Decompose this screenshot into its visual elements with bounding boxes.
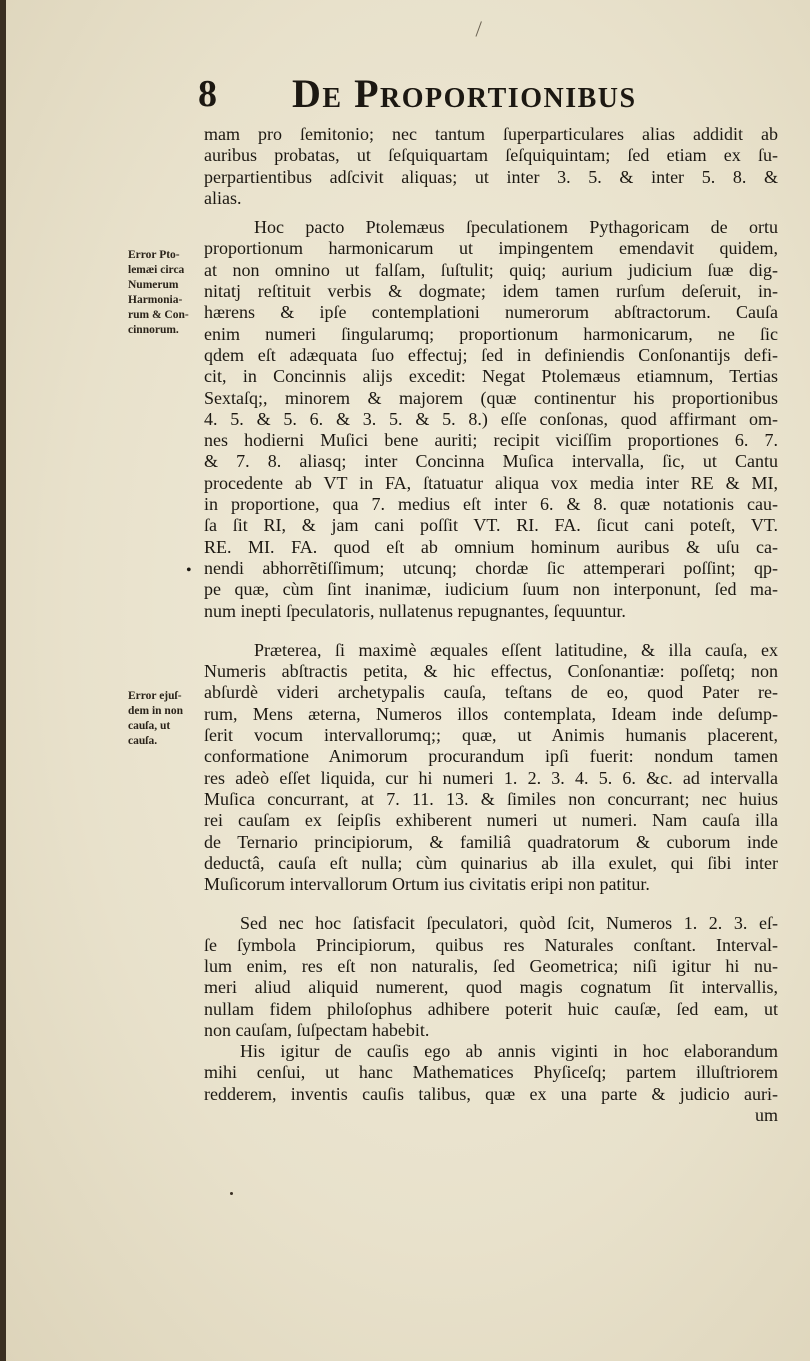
text-line: alias. (204, 187, 242, 208)
text-line: rum, Mens æterna, Numeros illos contemplata, Ideam inde deſump- (204, 703, 778, 724)
paragraph (204, 913, 778, 1041)
text-line: meri aliud aliquid numerent, quod magis cognatum ſit intervallis, (204, 977, 778, 998)
text-line: mam pro ſemitonio; nec tantum ſuperparticulares alias addidit ab (204, 124, 778, 144)
text-line: mihi cenſui, ut hanc Mathematices Phyſiceſq; partem illuſtriorem (204, 1062, 778, 1083)
margin-note-line: Harmonia- (128, 294, 183, 306)
paragraph-gap (204, 895, 778, 913)
text-line: perpartientibus adſcivit aliquas; ut inter 3. 5. & inter 5. 8. & (204, 166, 778, 187)
margin-note-line: lemæi circa (128, 264, 185, 276)
text-line: nitatj reſtituit verbis & dogmate; idem tamen rurſum deſeruit, in- (204, 281, 778, 302)
margin-bullet-icon: • (186, 562, 192, 579)
text-line: ſerit vocum intervallorumq;; quæ, ut Animis humanis placerent, (204, 725, 778, 746)
text-line: deductâ, cauſa eſt nulla; cùm quinarius ab illa exulet, qui ſibi inter (204, 852, 778, 873)
text-line: & 7. 8. aliasq; inter Concinna Muſica intervalla, ſic, ut Cantu (204, 451, 778, 472)
text-line: in proportione, qua 7. medius eſt inter 6. & 8. quæ notationis cau- (204, 494, 778, 515)
text-line: Præterea, ſi maximè æquales eſſent latitudine, & illa cauſa, ex (254, 639, 778, 660)
text-line: de Ternario principiorum, & familiâ quadratorum & cuborum inde (204, 831, 778, 852)
text-line: pe quæ, cùm ſint inanimæ, iudicium ſuum non interponunt, ſed ma- (204, 579, 778, 600)
ink-spot (230, 1192, 233, 1195)
text-line: abſurdè videri archetypalis cauſa, teſtans de eo, quod Pater re- (204, 682, 778, 703)
margin-note-line: rum & Con- (128, 309, 189, 321)
text-line: nullam fidem philoſophus adhibere poterit huic cauſæ, ſed eam, ut (204, 998, 778, 1019)
text-line: procedente ab VT in FA, ſtatuatur aliqua vox media inter RE & MI, (204, 472, 778, 493)
page-gutter (0, 0, 6, 1361)
text-line: cit, in Concinnis alijs excedit: Negat Ptolemæus etiamnum, Tertias (204, 366, 778, 387)
page-number: 8 (198, 73, 218, 115)
margin-note-line: cauſa, ut (128, 720, 171, 732)
text-line: qdem eſt adæquata ſuo effectuj; ſed in definiendis Conſonantijs defi- (204, 344, 778, 365)
text-line: rei cauſam ex ſeipſis exhiberent numeri ut numeri. Nam cauſa illa (204, 810, 778, 831)
paragraph (204, 217, 778, 622)
paragraph (204, 1041, 778, 1126)
paragraph-gap (204, 209, 778, 217)
margin-note-line: Error ejuſ- (128, 690, 182, 702)
text-line: auribus probatas, ut ſeſquiquartam ſeſquiquintam; ſed etiam ex ſu- (204, 145, 778, 166)
text-line: lum enim, res eſt non naturalis, ſed Geometrica; niſi igitur hi nu- (204, 955, 778, 976)
text-line: conformatione Animorum procurandum ipſi fuerit: nondum tamen (204, 746, 778, 767)
text-line: Sed nec hoc ſatisfacit ſpeculatori, quòd ſcit, Numeros 1. 2. 3. eſ- (240, 913, 778, 934)
text-line: His igitur de cauſis ego ab annis viginti in hoc elaborandum (240, 1041, 778, 1062)
margin-note-cause-error (128, 689, 204, 749)
paragraph (204, 640, 778, 896)
text-line: 4. 5. & 5. 6. & 3. 5. & 5. 8.) eſſe conſonas, quod affirmant om- (204, 408, 778, 429)
text-line: enim numeri ſingularumq; proportionum harmonicarum, ne ſic (204, 323, 778, 344)
text-line: nendi abhorrẽtiſſimum; utcunq; chordæ ſic attemperari poſſint; qp- (204, 557, 778, 578)
margin-note-line: Numerum (128, 279, 179, 291)
text-line: Sextaſq;, minorem & majorem (quæ continentur his proportionibus (204, 387, 778, 408)
running-title: De Proportionibus (292, 71, 637, 116)
text-line: Muſica concurrant, at 7. 11. 13. & ſimiles non concurrant; nec huius (204, 788, 778, 809)
text-line: nes hodierni Muſici bene auriti; recipit viciſſim proportiones 6. 7. (204, 430, 778, 451)
text-line: Hoc pacto Ptolemæus ſpeculationem Pythagoricam de ortu (254, 217, 778, 238)
text-line: res adeò eſſet liquida, cur hi numeri 1. 2. 3. 4. 5. 6. &c. ad intervalla (204, 767, 778, 788)
text-line: ſe ſymbola Principiorum, quibus res Naturales conſtant. Interval- (204, 934, 778, 955)
margin-note-line: cinnorum. (128, 324, 179, 336)
catchword: um (754, 1105, 778, 1126)
margin-note-ptolemy-error (128, 248, 204, 338)
text-line: non cauſam, ſuſpectam habebit. (204, 1019, 430, 1040)
text-line: Muſicorum intervallorum Ortum ius civitatis eripi non patitur. (204, 874, 650, 895)
body-text (204, 124, 778, 1126)
text-line: proportionum harmonicarum ut impingentem emendavit quidem, (204, 238, 778, 259)
paragraph (204, 124, 778, 209)
margin-note-line: dem in non (128, 705, 183, 717)
paragraph-gap (204, 622, 778, 640)
text-line: num inepti ſpeculatoris, nullatenus repugnantes, ſequuntur. (204, 600, 626, 621)
text-line: hærens & ipſe contemplationi numerorum abſtractorum. Cauſa (204, 302, 778, 323)
text-line: redderem, inventis cauſis talibus, quæ ex una parte & judicio auri- (204, 1083, 778, 1104)
text-line: at non omnino ut falſam, ſuſtulit; quiq; aurium judicium ſuæ dig- (204, 259, 778, 280)
text-line: ſa ſit RI, & jam cani poſſit VT. RI. FA. ſicut cani poteſt, VT. (204, 515, 778, 536)
text-line: RE. MI. FA. quod eſt ab omnium hominum auribus & uſu ca- (204, 536, 778, 557)
pen-mark (475, 21, 487, 38)
text-line: Numeris abſtractis petita, & hic effectus, Conſonantiæ: poſſetq; non (204, 661, 778, 682)
margin-note-line: cauſa. (128, 735, 158, 747)
margin-note-line: Error Pto- (128, 249, 180, 261)
